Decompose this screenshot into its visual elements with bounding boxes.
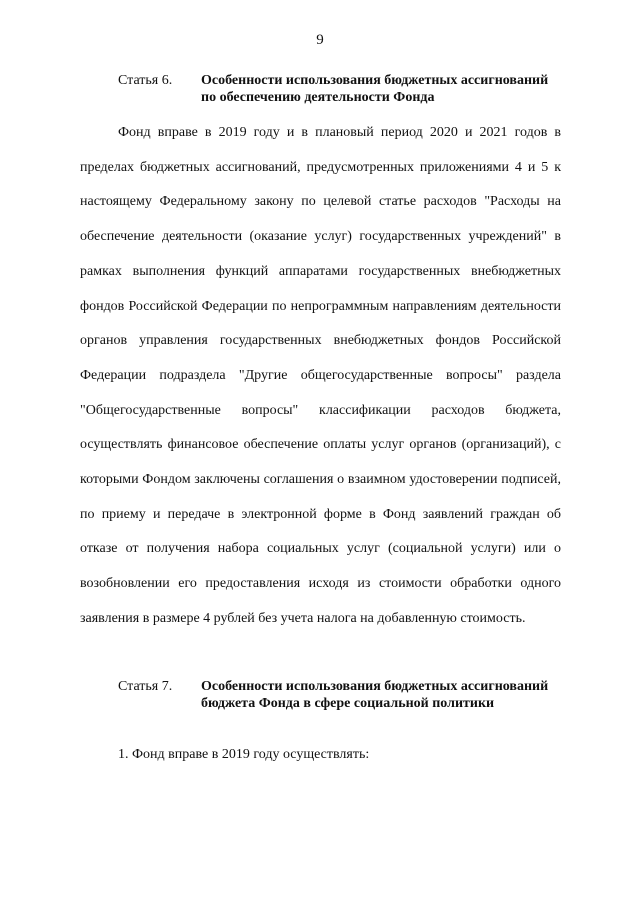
article-6-paragraph: Фонд вправе в 2019 году и в плановый период 2020 и 2021 годов в пределах бюджетных ассигнований, предусмотренных приложениями 4 и 5 к настоящему Федеральному закону по целевой статье расходов "Расходы на обеспечение деятельности (оказание услуг) государственных учреждений" в рамках выполнения функций аппаратами государственных внебюджетных фондов Российской Федерации по непрограммным направлениям деятельности органов управления государственных внебюджетных фондов Российской Федерации подраздела "Другие общегосударственные вопросы" раздела "Общегосударственные вопросы" классификации расходов бюджета, осуществлять финансовое обеспечение оплаты услуг органов (организаций), с которыми Фондом заключены соглашения о взаимном удостоверении подписей, по приему и передаче в электронной форме в Фонд заявлений граждан об отказе от получения набора социальных услуг (социальной услуги) или о возобновлении его предоставления исходя из стоимости обработки одного заявления в размере 4 рублей без учета налога на добавленную стоимость. (80, 125, 561, 626)
article-7-title: Особенности использования бюджетных ассигнований бюджета Фонда в сфере социальной политики (201, 679, 549, 711)
article-7-label: Статья 7. (118, 679, 173, 694)
article-6-label: Статья 6. (118, 73, 173, 88)
page-number: 9 (316, 32, 324, 48)
article-6-title: Особенности использования бюджетных ассигнований по обеспечению деятельности Фонда (201, 73, 549, 105)
article-7-item-1: 1. Фонд вправе в 2019 году осуществлять: (118, 747, 370, 762)
